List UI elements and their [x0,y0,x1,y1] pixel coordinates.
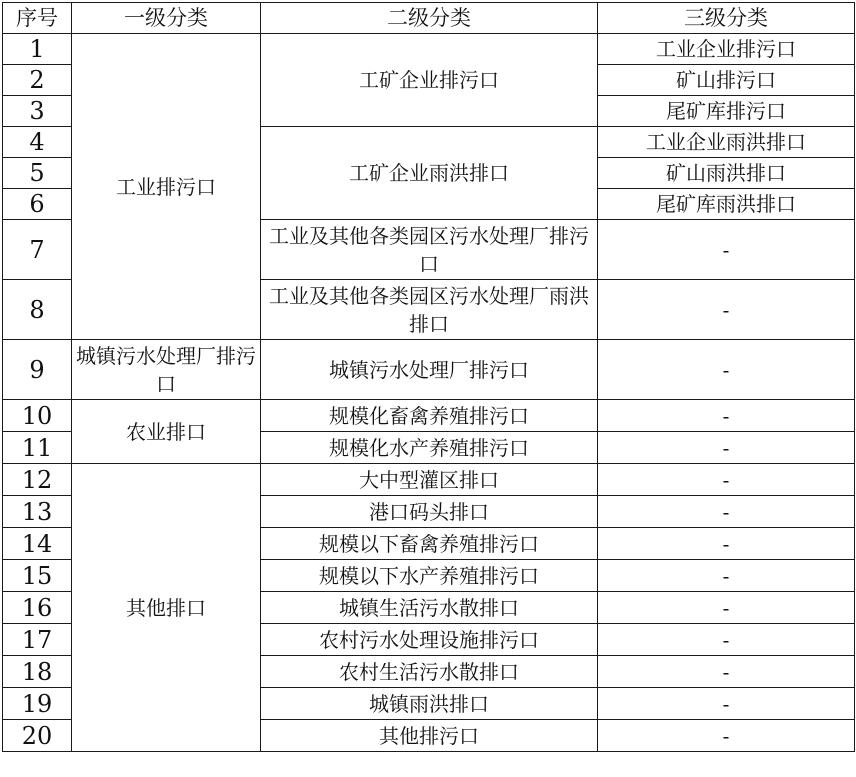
serial-cell: 11 [3,432,72,464]
level2-cell: 规模化畜禽养殖排污口 [261,400,598,432]
header-level2: 二级分类 [261,3,598,34]
level2-cell: 工业及其他各类园区污水处理厂雨洪排口 [261,280,598,340]
level2-cell: 工矿企业雨洪排口 [261,127,598,220]
level2-cell: 规模化水产养殖排污口 [261,432,598,464]
level2-cell: 城镇雨洪排口 [261,688,598,720]
serial-cell: 6 [3,189,72,220]
serial-cell: 16 [3,592,72,624]
table-row [3,400,855,432]
serial-cell: 3 [3,96,72,127]
level2-cell: 工业及其他各类园区污水处理厂排污口 [261,220,598,280]
level2-cell: 农村污水处理设施排污口 [261,624,598,656]
level3-cell: 工业企业排污口 [598,34,855,65]
level2-cell: 工矿企业排污口 [261,34,598,127]
serial-cell: 15 [3,560,72,592]
level2-cell: 港口码头排口 [261,496,598,528]
serial-cell: 8 [3,280,72,340]
level3-cell: - [598,528,855,560]
serial-cell: 9 [3,340,72,400]
level3-cell: - [598,592,855,624]
serial-cell: 18 [3,656,72,688]
level1-cell: 农业排口 [72,400,261,464]
serial-cell: 19 [3,688,72,720]
level3-cell: - [598,280,855,340]
serial-cell: 5 [3,158,72,189]
level3-cell: - [598,560,855,592]
level1-cell: 其他排口 [72,464,261,752]
level2-cell: 大中型灌区排口 [261,464,598,496]
level2-cell: 城镇污水处理厂排污口 [261,340,598,400]
serial-cell: 7 [3,220,72,280]
level1-cell: 城镇污水处理厂排污口 [72,340,261,400]
level2-cell: 规模以下畜禽养殖排污口 [261,528,598,560]
level2-cell: 城镇生活污水散排口 [261,592,598,624]
table-row [3,464,855,496]
outfall-classification-table [2,2,855,752]
serial-cell: 17 [3,624,72,656]
level3-cell: - [598,656,855,688]
level3-cell: 尾矿库排污口 [598,96,855,127]
level3-cell: 矿山雨洪排口 [598,158,855,189]
level1-cell: 工业排污口 [72,34,261,340]
level2-cell: 规模以下水产养殖排污口 [261,560,598,592]
level3-cell: - [598,496,855,528]
serial-cell: 1 [3,34,72,65]
level3-cell: - [598,688,855,720]
level2-cell: 农村生活污水散排口 [261,656,598,688]
level3-cell: - [598,432,855,464]
level3-cell: - [598,720,855,752]
table-row [3,34,855,65]
level3-cell: 尾矿库雨洪排口 [598,189,855,220]
level3-cell: 矿山排污口 [598,65,855,96]
level3-cell: - [598,624,855,656]
level3-cell: - [598,340,855,400]
serial-cell: 4 [3,127,72,158]
serial-cell: 20 [3,720,72,752]
header-row [3,3,855,34]
serial-cell: 10 [3,400,72,432]
level2-cell: 其他排污口 [261,720,598,752]
header-level1: 一级分类 [72,3,261,34]
serial-cell: 12 [3,464,72,496]
serial-cell: 2 [3,65,72,96]
header-serial: 序号 [3,3,72,34]
header-level3: 三级分类 [598,3,855,34]
level3-cell: 工业企业雨洪排口 [598,127,855,158]
level3-cell: - [598,464,855,496]
level3-cell: - [598,220,855,280]
serial-cell: 14 [3,528,72,560]
level3-cell: - [598,400,855,432]
serial-cell: 13 [3,496,72,528]
table-row [3,340,855,400]
